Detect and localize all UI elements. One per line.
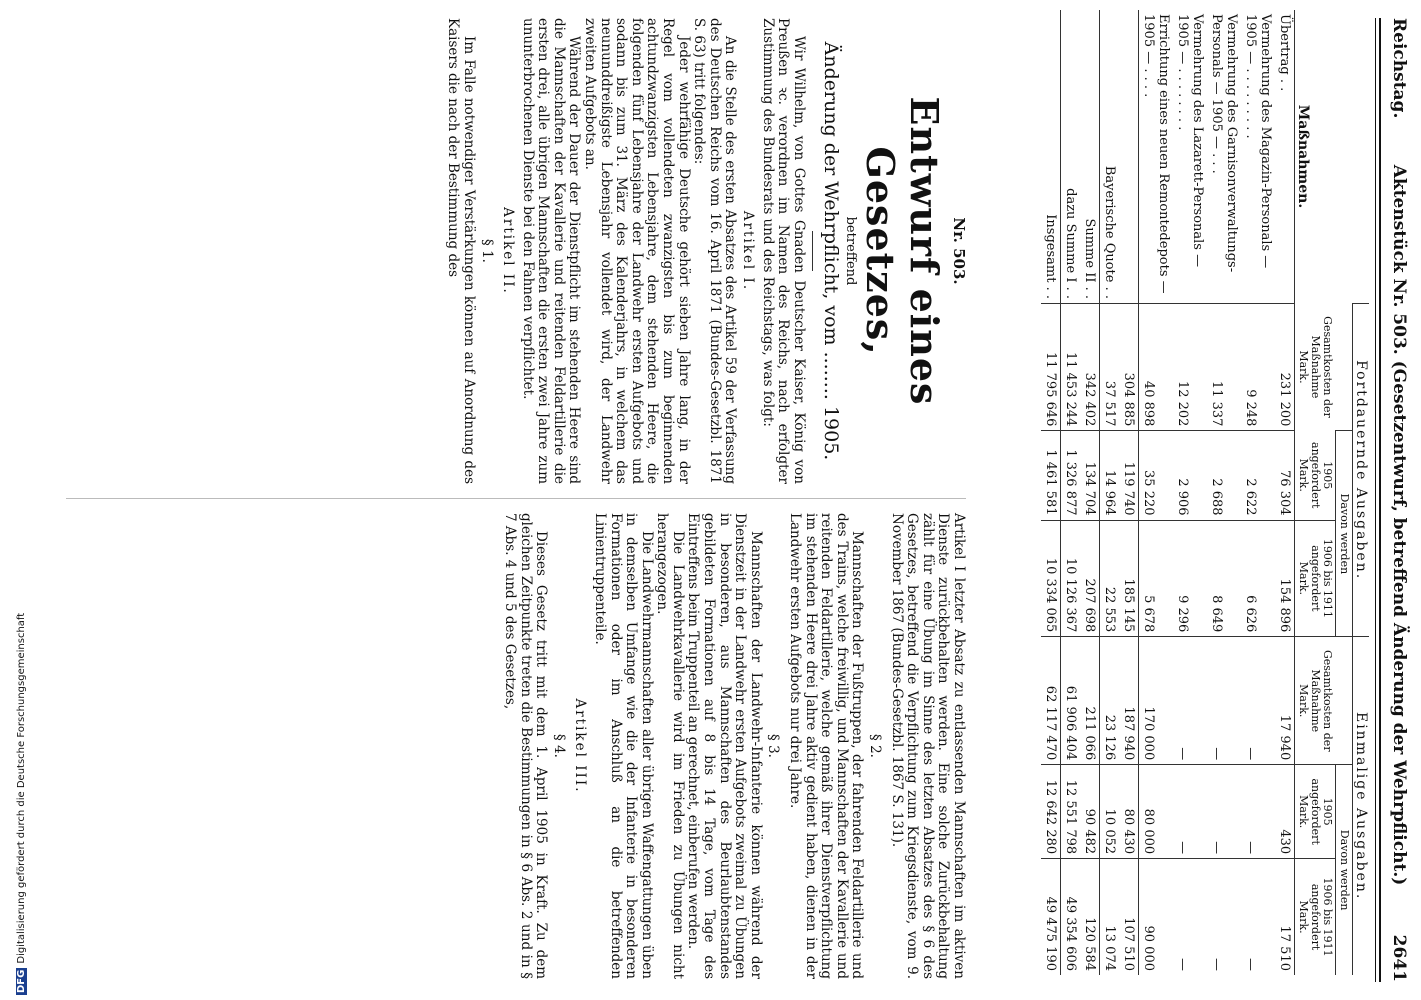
cell-value: 11 795 646 <box>1041 304 1061 431</box>
cell-value: 9 248 <box>1241 304 1275 431</box>
cell-value: 37 517 <box>1100 304 1120 431</box>
cell-value: — <box>1241 765 1275 859</box>
dfg-logo: DFG <box>16 969 27 993</box>
article-3-heading: Artikel III. <box>572 698 589 794</box>
cell-value: — <box>1241 637 1275 765</box>
row-label: Vermehrung des Lazarett-Personals — 1905 — . . . . . . . . <box>1175 14 1205 268</box>
row-label <box>1119 10 1139 304</box>
h-total-1: Gesamtkosten der Maßnahme Mark. <box>1295 304 1353 431</box>
cell-value: — <box>1207 637 1241 765</box>
cost-table <box>1041 10 1369 975</box>
cell-value: — <box>1173 859 1207 975</box>
cell-value: 8 649 <box>1207 520 1241 637</box>
left-column <box>445 18 966 484</box>
page-header <box>1383 18 1413 982</box>
table-row <box>1041 10 1061 975</box>
cell-value: 207 698 <box>1080 520 1100 637</box>
cell-value: 62 117 470 <box>1041 637 1061 765</box>
right-intro: Artikel I letzter Absatz zu entlassenden Mannschaften im aktiven Dienste zurückbehalten werden. Eine solche Zurückbehaltung zählt für eine Übung im Sinne des letzten Absatzes des § 6 des Gesetzes, betreffend die Verpflichtung zum Kriegsdienste, vom 9. November 1867 (Bundes-Gesetzbl. 1867 S. 131). <box>888 513 967 979</box>
cell-value: 80 430 <box>1119 765 1139 859</box>
col-measures: Maßnahmen. <box>1295 10 1370 304</box>
cell-value: 107 510 <box>1119 859 1139 975</box>
header-rule-thin <box>1375 18 1376 982</box>
table-row <box>1207 10 1241 975</box>
cell-value: 12 551 798 <box>1061 765 1081 859</box>
cell-value: — <box>1241 859 1275 975</box>
table-body <box>1041 10 1295 975</box>
right-column <box>501 513 966 979</box>
cell-value: 12 642 280 <box>1041 765 1061 859</box>
cell-value: 10 334 065 <box>1041 520 1061 637</box>
cell-value: 9 296 <box>1173 520 1207 637</box>
par-4-text: Dieses Gesetz tritt mit dem 1. April 1905 in Kraft. Zu dem gleichen Zeitpunkte treten die Bestimmungen in § 6 Abs. 2 und in § 7 Abs. 4 und 5 des Gesetzes, <box>501 513 550 979</box>
cell-value: — <box>1207 765 1241 859</box>
article-1-heading: Artikel I. <box>740 210 757 292</box>
group-ongoing: Fortdauernde Ausgaben. <box>1353 304 1370 637</box>
cell-value: 49 475 190 <box>1041 859 1061 975</box>
cell-value: 5 678 <box>1139 520 1174 637</box>
row-label: Vermehrung des Garnisonverwaltungs-Personals — 1905 — . . . <box>1209 14 1239 273</box>
cell-value: 1 326 877 <box>1061 431 1081 520</box>
group-once: Einmalige Ausgaben. <box>1353 637 1370 975</box>
cell-value: 10 126 367 <box>1061 520 1081 637</box>
cell-value: 231 200 <box>1275 304 1295 431</box>
h-thereof-2: Davon werden <box>1336 765 1353 975</box>
cell-value: 14 964 <box>1100 431 1120 520</box>
row-label: Bayerische Quote . . <box>1102 165 1117 299</box>
cell-value: 49 354 606 <box>1061 859 1081 975</box>
cell-value: 90 000 <box>1139 859 1174 975</box>
separator <box>812 231 813 271</box>
cell-value: 76 304 <box>1275 431 1295 520</box>
cell-value: 61 906 404 <box>1061 637 1081 765</box>
cell-value: 304 885 <box>1119 304 1139 431</box>
article-1-quote: Jeder wehrfähige Deutsche gehört sieben Jahre lang, in der Regel vom vollendeten zwanzigsten bis zum beginnenden achtundzwanzigsten Lebensjahre, dem stehenden Heere, die folgenden fünf Lebensjahre der Landwehr ersten Aufgebots und sodann bis zum 31. März des Kalenderjahrs, in welchem das neununddreißigste Lebensjahr vollendet wird, der Landwehr zweiten Aufgebots an. <box>582 18 692 484</box>
doc-number: Nr. 503. <box>950 217 968 285</box>
cell-value: 2 906 <box>1173 431 1207 520</box>
table-row <box>1061 10 1081 975</box>
cell-value: 22 553 <box>1100 520 1120 637</box>
par-4-heading: § 4. <box>550 734 567 758</box>
h-total-2: Gesamtkosten der Maßnahme Mark. <box>1295 637 1353 765</box>
cell-value: 170 000 <box>1139 637 1174 765</box>
cell-value: — <box>1173 765 1207 859</box>
table-row <box>1173 10 1207 975</box>
funding-notice <box>2 605 27 995</box>
text-columns <box>36 18 966 983</box>
par-2-text: Mannschaften der Fußtruppen, der fahrenden Feldartillerie und des Trains, welche freiwillig, und Mannschaften der Kavallerie und reitenden Feldartillerie, welche gemäß ihrer Dienstverpflichtung im stehenden Heere drei Jahre aktiv gedient haben, dienen in der Landwehr ersten Aufgebots nur drei Jahre. <box>787 513 866 979</box>
table-row <box>1080 10 1100 975</box>
row-label: Vermehrung des Magazin-Personals — 1905 — . . . . . . . . . <box>1243 14 1273 269</box>
cell-value: 13 074 <box>1100 859 1120 975</box>
cell-value: 90 482 <box>1080 765 1100 859</box>
cell-value: 120 584 <box>1080 859 1100 975</box>
cell-value: 342 402 <box>1080 304 1100 431</box>
page-number: 2641 <box>1389 934 1409 982</box>
par-1-text: Im Falle notwendiger Verstärkungen können auf Anordnung des Kaisers die nach der Bestimmung des <box>445 18 477 484</box>
cell-value: 211 066 <box>1080 637 1100 765</box>
row-label: dazu Summe I . . <box>1063 188 1078 299</box>
cell-value: 80 000 <box>1139 765 1174 859</box>
cell-value: — <box>1207 859 1241 975</box>
row-label: Errichtung eines neuen Remontedepots — 1905 — . . . . <box>1141 14 1171 294</box>
cell-value: — <box>1173 637 1207 765</box>
column-divider <box>66 498 966 499</box>
h-thereof-1: Davon werden <box>1336 431 1353 637</box>
par-2-heading: § 2. <box>867 734 884 758</box>
article-1-text: An die Stelle des ersten Absatzes des Artikel 59 der Verfassung des Deutschen Reichs vom 16. April 1871 (Bundes-Gesetzbl. 1871 S. 63) tritt folgendes: <box>691 18 739 484</box>
h-1906-1: 1906 bis 1911 angefordert Mark. <box>1295 520 1336 637</box>
header-left: Reichstag. <box>1389 18 1409 119</box>
par-1-heading: § 1. <box>478 239 495 263</box>
par-3-p2: Die Landwehrkavallerie wird im Frieden zu Übungen nicht herangezogen. <box>654 513 686 979</box>
par-3-p3: Die Landwehrmannschaften aller übrigen Waffengattungen üben in demselben Umfange wie die der Infanterie in besonderen Formationen oder im Anschluß an die betreffenden Linientruppenteile. <box>591 513 655 979</box>
header-rule <box>1379 18 1381 982</box>
cell-value: 187 940 <box>1119 637 1139 765</box>
cell-value: 10 052 <box>1100 765 1120 859</box>
cell-value: 6 626 <box>1241 520 1275 637</box>
cell-value: 11 453 244 <box>1061 304 1081 431</box>
cell-value: 11 337 <box>1207 304 1241 431</box>
cell-value: 12 202 <box>1173 304 1207 431</box>
cell-value: 35 220 <box>1139 431 1174 520</box>
cell-value: 40 898 <box>1139 304 1174 431</box>
row-label: Übertrag . . <box>1277 14 1292 92</box>
cell-value: 2 622 <box>1241 431 1275 520</box>
table-row <box>1275 10 1295 975</box>
par-3-text: Mannschaften der Landwehr-Infanterie können während der Dienstzeit in der Landwehr ersten Aufgebots zweimal zu Übungen in besonderen, aus Mannschaften des Beurlaubtenstandes gebildeten Formationen auf 8 bis 14 Tage, vom Tage des Eintreffens beim Truppenteil an gerechnet, einberufen werden. <box>685 513 764 979</box>
cell-value: 17 940 <box>1275 637 1295 765</box>
h-1905-1: 1905 angefordert Mark. <box>1295 431 1336 520</box>
cell-value: 2 688 <box>1207 431 1241 520</box>
h-1906-2: 1906 bis 1911 angefordert Mark. <box>1295 859 1336 975</box>
table-row <box>1139 10 1174 975</box>
cell-value: 23 126 <box>1100 637 1120 765</box>
h-1905-2: 1905 angefordert Mark. <box>1295 765 1336 859</box>
doc-title: Entwurf eines Gesetzes, <box>858 96 948 406</box>
article-2-heading: Artikel II. <box>500 207 517 295</box>
row-label: Summe II . . <box>1080 10 1100 304</box>
table-row <box>1119 10 1139 975</box>
header-title: Aktenstück Nr. 503. (Gesetzentwurf, betreffend Änderung der Wehrpflicht.) <box>1389 164 1409 886</box>
cell-value: 185 145 <box>1119 520 1139 637</box>
doc-law-title: Änderung der Wehrpflicht, vom ........ 1905. <box>819 41 842 461</box>
row-label: Insgesamt . . <box>1041 10 1061 304</box>
funding-text: Digitalisierung gefördert durch die Deutsche Forschungsgemeinschaft <box>16 612 27 964</box>
table-row <box>1100 10 1120 975</box>
cell-value: 134 704 <box>1080 431 1100 520</box>
cell-value: 154 896 <box>1275 520 1295 637</box>
cell-value: 1 461 581 <box>1041 431 1061 520</box>
preamble: Wir Wilhelm, von Gottes Gnaden Deutscher Kaiser, König von Preußen ꝛc. verordnen im Namen des Reichs, nach erfolgter Zustimmung des Bundesrats und des Reichstags, was folgt: <box>759 18 807 484</box>
cell-value: 119 740 <box>1119 431 1139 520</box>
table-row <box>1241 10 1275 975</box>
cell-value: 430 <box>1275 765 1295 859</box>
doc-betreffend: betreffend <box>843 216 859 286</box>
par-3-heading: § 3. <box>765 734 782 758</box>
article-1-p2: Während der Dauer der Dienstpflicht im stehenden Heere sind die Mannschaften der Kavallerie und reitenden Feldartillerie die ersten drei, alle übrigen Mannschaften die ersten zwei Jahre zum ununterbrochenen Dienste bei den Fahnen verpflichtet. <box>519 18 583 484</box>
cell-value: 17 510 <box>1275 859 1295 975</box>
